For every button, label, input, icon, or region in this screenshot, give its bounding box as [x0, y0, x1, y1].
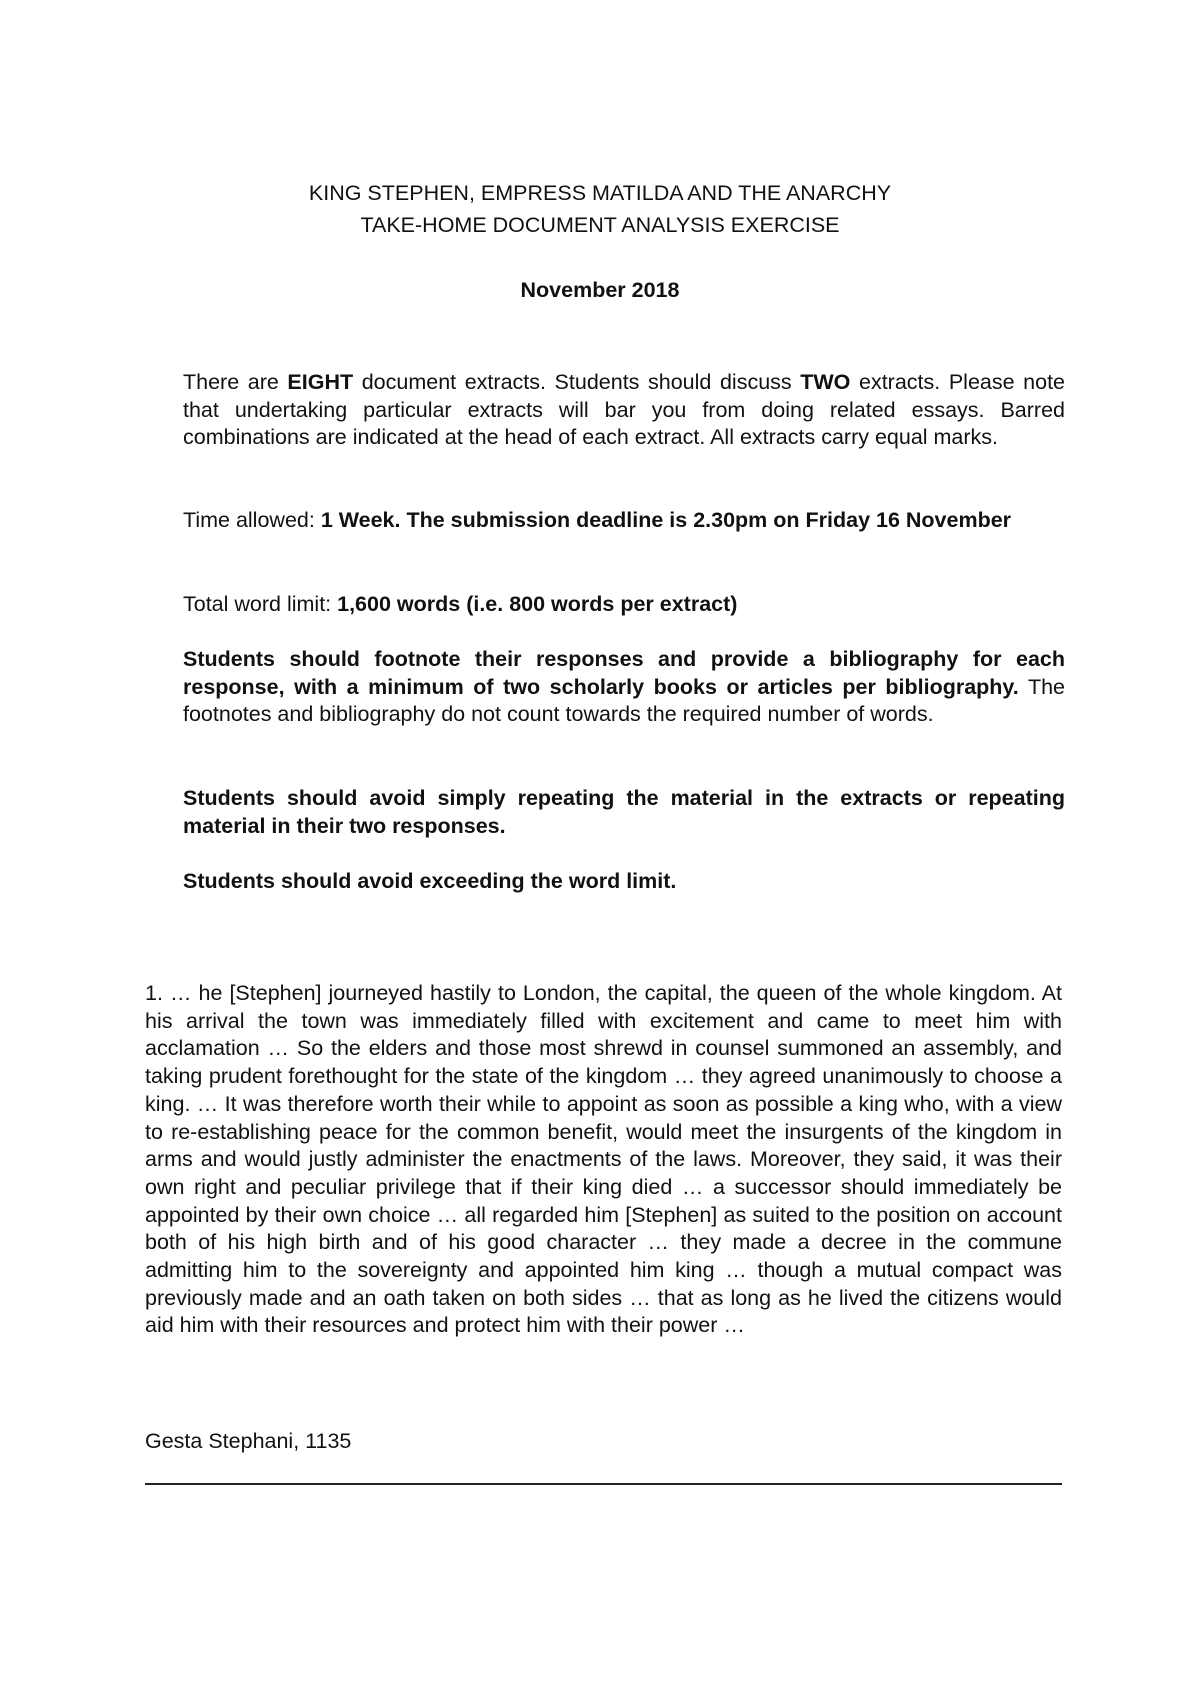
avoid-limit-text: Students should avoid exceeding the word limit.: [183, 869, 677, 893]
avoid-repeat-text: Students should avoid simply repeating the material in the extracts or repeating material in their two responses.: [183, 786, 1065, 838]
word-limit-label: Total word limit:: [183, 592, 338, 616]
footnotes-note: The footnotes and bibliography do not count towards the required number of words.: [183, 674, 1065, 727]
time-allowed-paragraph: [183, 507, 1065, 535]
intro-text-3: extracts. Please note that undertaking particular extracts will bar you from doing related essays. Barred combinations are indicated at the head of each extract. All extracts carry equal marks.: [183, 370, 1066, 450]
word-limit-value: 1,600 words (i.e. 800 words per extract): [337, 592, 738, 616]
word-limit-paragraph: [183, 591, 1065, 619]
footnotes-paragraph: [183, 646, 1065, 729]
intro-paragraph: [183, 369, 1065, 452]
extract-1-source: Gesta Stephani, 1135: [145, 1429, 352, 1453]
time-allowed-label: Time allowed:: [183, 508, 321, 532]
extract-1-text: 1. … he [Stephen] journeyed hastily to London, the capital, the queen of the whole kingdom. At his arrival the town was immediately filled with excitement and came to meet him with acclamation … So the elders and those most shrewd in counsel summoned an assembly, and taking prudent forethought for the state of the kingdom … they agreed unanimously to choose a king. … It was therefore worth their while to appoint as soon as possible a king who, with a view to re-establishing peace for the common benefit, would meet the insurgents of the kingdom in arms and would justly administer the enactments of the laws. Moreover, they said, it was their own right and peculiar privilege that if their king died … a successor should immediately be appointed by their own choice … all regarded him [Stephen] as suited to the position on account both of his high birth and of his good character … they made a decree in the commune admitting him to the sovereignty and appointed him king … though a mutual compact was previously made and an oath taken on both sides … that as long as he lived the citizens would aid him with their resources and protect him with their power …: [145, 981, 1062, 1338]
intro-text-1: There are: [183, 370, 288, 394]
intro-count-eight: EIGHT: [287, 370, 354, 394]
intro-count-two: TWO: [800, 370, 851, 394]
document-title: KING STEPHEN, EMPRESS MATILDA AND THE ANARCHY: [308, 181, 892, 205]
document-date: November 2018: [520, 278, 680, 302]
section-divider: [145, 1483, 1062, 1485]
document-subtitle: TAKE-HOME DOCUMENT ANALYSIS EXERCISE: [360, 213, 840, 237]
avoid-limit-paragraph: [183, 868, 1065, 896]
intro-text-2: document extracts. Students should discuss: [353, 370, 801, 394]
avoid-repeat-paragraph: [183, 785, 1065, 840]
footnotes-requirement: Students should footnote their responses and provide a bibliography for each response, with a minimum of two scholarly books or articles per bibliography.: [183, 647, 1065, 699]
time-allowed-value: 1 Week. The submission deadline is 2.30pm on Friday 16 November: [320, 508, 1012, 532]
